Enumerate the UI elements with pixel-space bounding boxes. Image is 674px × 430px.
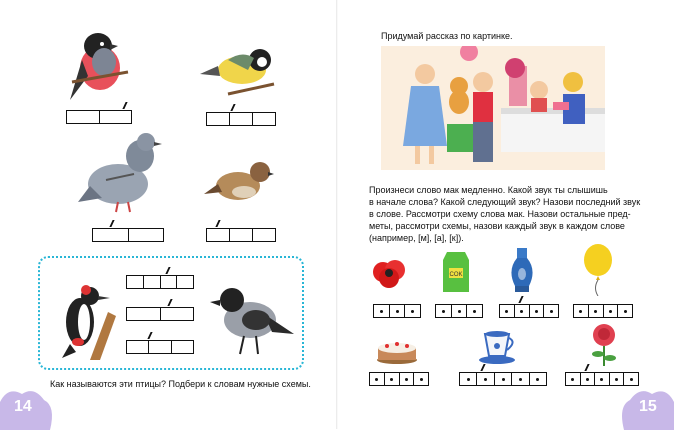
woodpecker-image xyxy=(50,282,118,360)
cup-image xyxy=(477,326,517,364)
sound-scheme[interactable] xyxy=(573,304,633,318)
page-number-left: 14 xyxy=(14,398,32,415)
left-caption: Как называются эти птицы? Подбери к словам нужные схемы. xyxy=(50,379,311,389)
word-scheme[interactable] xyxy=(126,275,194,289)
word-scheme[interactable] xyxy=(66,110,132,124)
word-scheme[interactable] xyxy=(126,307,194,321)
right-title: Придумай рассказ по картинке. xyxy=(381,31,513,41)
party-illustration xyxy=(381,46,605,170)
left-page xyxy=(0,0,337,429)
word-scheme[interactable] xyxy=(126,340,194,354)
vase-image xyxy=(507,246,537,294)
word-scheme[interactable] xyxy=(206,112,276,126)
sound-scheme[interactable] xyxy=(369,372,429,386)
pigeon-image xyxy=(78,126,168,214)
rose-image xyxy=(589,322,619,366)
sound-scheme[interactable] xyxy=(373,304,421,318)
cake-image xyxy=(375,338,419,364)
sound-scheme[interactable] xyxy=(435,304,483,318)
bullfinch-image xyxy=(62,22,132,106)
juice-box-image xyxy=(441,246,471,294)
crow-image xyxy=(210,284,294,358)
sticker-text: COK xyxy=(449,272,463,278)
word-scheme[interactable] xyxy=(206,228,276,242)
page-number-right: 15 xyxy=(639,398,657,415)
sound-scheme[interactable] xyxy=(499,304,559,318)
sparrow-image xyxy=(204,154,276,212)
sound-scheme[interactable] xyxy=(459,372,547,386)
right-page: Придумай рассказ по картинке. Произнеси слово мак медленно. Какой звук ты слышишь в начале слова? Какой следующий звук? Назови последний звук в слове. Рассмотри схему слова мак. Назови остальные пред- меты, рассмотри схемы, назови каждый звук в каждом слове (например, [м], [а], [к]). COK 15 xyxy=(337,0,674,429)
word-scheme[interactable] xyxy=(92,228,164,242)
poppy-image xyxy=(371,258,407,290)
balloon-image xyxy=(583,242,613,296)
tit-image xyxy=(198,40,280,102)
sound-scheme[interactable] xyxy=(565,372,639,386)
